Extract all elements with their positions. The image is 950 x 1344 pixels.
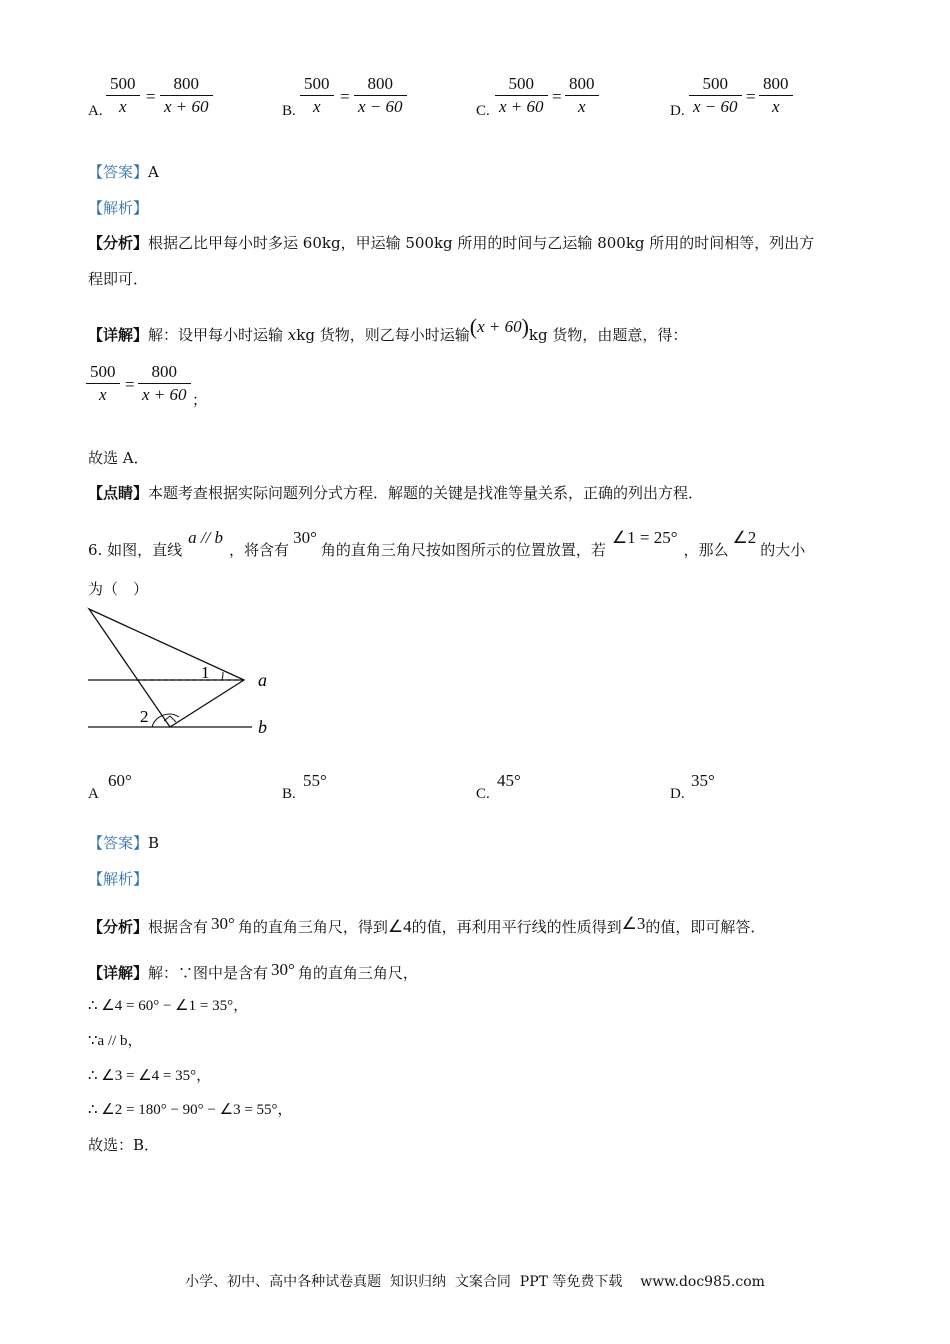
set-square bbox=[89, 609, 244, 727]
label-1: 1 bbox=[201, 663, 210, 682]
fraction: 800 x − 60 bbox=[354, 74, 407, 117]
q6-detail: 【详解】解：∵图中是含有 30° 角的直角三角尺， bbox=[88, 960, 418, 982]
q6-step-3: ∴ ∠3 = ∠4 = 35°， bbox=[88, 1068, 212, 1084]
fraction: 800 x bbox=[565, 74, 599, 117]
option-label: C. bbox=[476, 103, 490, 119]
q6-stem: 6. 如图，直线a // b，将含有30°角的直角三角尺按如图所示的位置放置，若∠1 = 25°，那么∠2的大小 bbox=[88, 528, 806, 559]
label-a: a bbox=[258, 670, 267, 690]
fraction: 500 x bbox=[106, 74, 140, 117]
fraction: 500 x bbox=[86, 362, 120, 405]
option-label: B. bbox=[282, 103, 296, 119]
option-label: A. bbox=[88, 103, 103, 119]
fraction: 500 x − 60 bbox=[689, 74, 742, 117]
q6-fenxi: 【分析】根据含有 30° 角的直角三角尺，得到∠4的值，再利用平行线的性质得到∠3的值，即可解答． bbox=[88, 914, 766, 936]
page-footer: 小学、初中、高中各种试卷真题 知识归纳 文案合同 PPT 等免费下载 www.doc985.com bbox=[185, 1274, 765, 1290]
fraction: 500 x + 60 bbox=[495, 74, 548, 117]
q6-analysis-tag: 【解析】 bbox=[88, 870, 149, 888]
q5-fenxi-cont: 程即可． bbox=[88, 270, 149, 288]
q6-stem-cont: 为（ ） bbox=[88, 580, 149, 598]
q6-answer: 【答案】B bbox=[88, 834, 160, 852]
q5-answer: 【答案】A bbox=[88, 163, 159, 181]
q5-comment: 【点睛】本题考查根据实际问题列分式方程．解题的关键是找准等量关系，正确的列出方程． bbox=[88, 484, 704, 502]
q6-step-4: ∴ ∠2 = 180° − 90° − ∠3 = 55°， bbox=[88, 1102, 293, 1118]
q6-choose: 故选：B． bbox=[88, 1136, 160, 1154]
label-b: b bbox=[258, 717, 267, 737]
q5-fenxi: 【分析】根据乙比甲每小时多运 60kg，甲运输 500kg 所用的时间与乙运输 800kg 所用的时间相等，列出方 bbox=[88, 234, 815, 252]
q6-step-1: ∴ ∠4 = 60° − ∠1 = 35°， bbox=[88, 998, 249, 1014]
fraction: 500 x bbox=[300, 74, 334, 117]
q6-step-2: ∵a // b， bbox=[88, 1033, 143, 1049]
triangle-figure bbox=[80, 600, 280, 745]
q5-choose: 故选 A． bbox=[88, 449, 149, 467]
angle-1-arc bbox=[222, 672, 223, 680]
fraction: 800 x bbox=[759, 74, 793, 117]
q5-analysis-tag: 【解析】 bbox=[88, 199, 149, 217]
fraction: 800 x + 60 bbox=[160, 74, 213, 117]
q5-detail: 【详解】解：设甲每小时运输 xkg 货物，则乙每小时运输(x + 60)kg 货物，由题意，得： bbox=[88, 314, 688, 344]
label-2: 2 bbox=[140, 707, 149, 726]
fraction: 800 x + 60 bbox=[138, 362, 191, 405]
option-label: D. bbox=[670, 103, 685, 119]
